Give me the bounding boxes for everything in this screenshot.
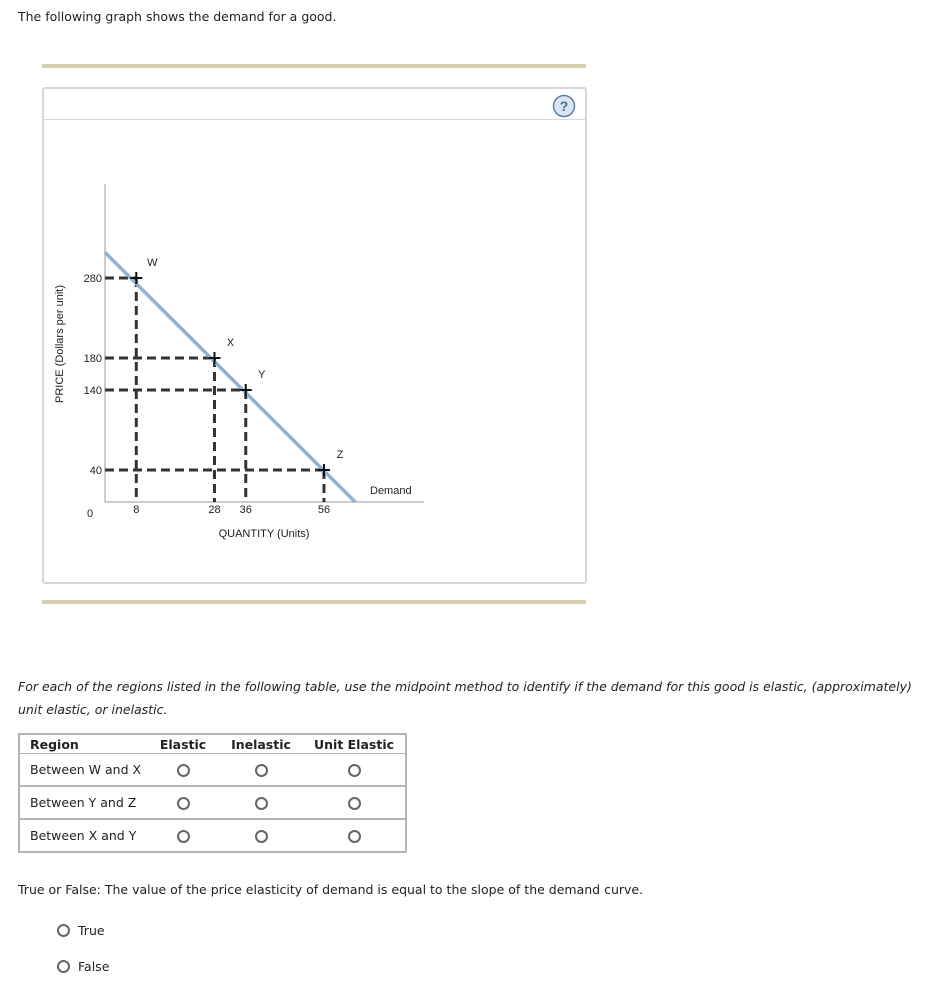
table-row bbox=[19, 786, 406, 819]
y-tick-label: 40 bbox=[89, 465, 102, 477]
y-tick-label: 180 bbox=[83, 353, 102, 365]
x-tick-label: 56 bbox=[317, 504, 331, 516]
radio-false[interactable] bbox=[57, 960, 70, 973]
option-true[interactable] bbox=[57, 923, 105, 938]
graph-panel bbox=[42, 87, 587, 584]
elasticity-question: For each of the regions listed in the following table, use the midpoint method to identify if the demand for this good is elastic, (approximately) unit elastic, or inelastic. bbox=[18, 679, 912, 717]
point-label-y: Y bbox=[258, 369, 266, 381]
radio-xy-unit-elastic[interactable] bbox=[348, 830, 361, 843]
radio-wx-elastic[interactable] bbox=[177, 764, 190, 777]
option-false-label: False bbox=[78, 959, 110, 974]
x-tick-label: 36 bbox=[239, 504, 252, 516]
column-header-unit-elastic: Unit Elastic bbox=[303, 734, 406, 754]
option-true-label: True bbox=[78, 923, 105, 938]
x-tick-label: 8 bbox=[133, 504, 140, 516]
table-row bbox=[19, 754, 406, 787]
demand-curve-label: Demand bbox=[370, 485, 412, 497]
origin-label: 0 bbox=[86, 508, 94, 520]
demand-curve bbox=[105, 252, 355, 502]
x-axis-title: QUANTITY (Units) bbox=[218, 528, 310, 540]
divider-top bbox=[42, 64, 586, 68]
y-tick-label: 280 bbox=[83, 273, 102, 285]
x-tick-label: 28 bbox=[208, 504, 221, 516]
elasticity-table bbox=[18, 733, 407, 853]
point-label-z: Z bbox=[336, 449, 344, 461]
radio-xy-inelastic[interactable] bbox=[255, 830, 268, 843]
radio-xy-elastic[interactable] bbox=[177, 830, 190, 843]
demand-chart bbox=[44, 89, 585, 582]
column-header-elastic: Elastic bbox=[147, 734, 219, 754]
radio-yz-inelastic[interactable] bbox=[255, 797, 268, 810]
true-false-question: True or False: The value of the price elasticity of demand is equal to the slope of the demand curve. bbox=[18, 882, 644, 897]
point-label-x: X bbox=[226, 337, 235, 349]
region-label: Between Y and Z bbox=[19, 786, 147, 819]
option-false[interactable] bbox=[57, 959, 109, 974]
radio-yz-unit-elastic[interactable] bbox=[348, 797, 361, 810]
divider-bottom bbox=[42, 600, 586, 604]
radio-wx-unit-elastic[interactable] bbox=[348, 764, 361, 777]
region-label: Between W and X bbox=[19, 754, 147, 787]
table-row bbox=[19, 819, 406, 852]
point-label-w: W bbox=[147, 257, 158, 269]
radio-true[interactable] bbox=[57, 924, 70, 937]
intro-text: The following graph shows the demand for a good. bbox=[18, 9, 337, 24]
help-icon-label: ? bbox=[559, 98, 569, 114]
column-header-region: Region bbox=[19, 734, 147, 754]
radio-wx-inelastic[interactable] bbox=[255, 764, 268, 777]
y-tick-label: 140 bbox=[83, 385, 102, 397]
y-axis-title: PRICE (Dollars per unit) bbox=[54, 285, 66, 403]
region-label: Between X and Y bbox=[30, 828, 137, 843]
column-header-inelastic: Inelastic bbox=[219, 734, 303, 754]
radio-yz-elastic[interactable] bbox=[177, 797, 190, 810]
